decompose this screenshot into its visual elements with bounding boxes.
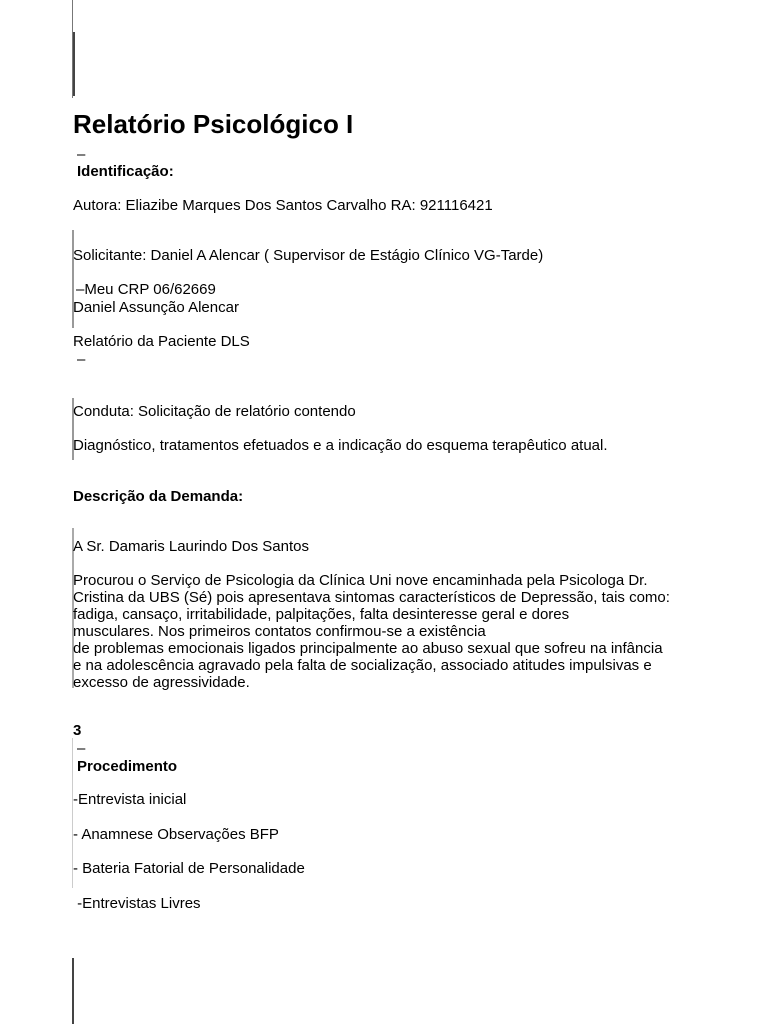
paragraph-line: e na adolescência agravado pela falta de socialização, associado atitudes impulsivas e xyxy=(73,657,652,674)
identificacao-heading: Identificação: xyxy=(77,163,174,180)
margin-bar xyxy=(73,32,75,96)
diagnostico-line: Diagnóstico, tratamentos efetuados e a indicação do esquema terapêutico atual. xyxy=(73,437,608,454)
section-number: 3 xyxy=(73,722,82,739)
paragraph-line: de problemas emocionais ligados principalmente ao abuso sexual que sofreu na infância xyxy=(73,640,663,657)
descricao-paragraph xyxy=(73,572,753,691)
supervisor-name: Daniel Assunção Alencar xyxy=(73,299,239,316)
autora-line: Autora: Eliazibe Marques Dos Santos Carvalho RA: 921116421 xyxy=(73,197,493,214)
procedimento-item: - Bateria Fatorial de Personalidade xyxy=(73,860,305,877)
paciente-nome: A Sr. Damaris Laurindo Dos Santos xyxy=(73,538,309,555)
margin-bar xyxy=(72,958,74,1024)
page-title: Relatório Psicológico I xyxy=(73,109,354,139)
procedimento-heading: Procedimento xyxy=(77,758,178,775)
paragraph-line: Cristina da UBS (Sé) pois apresentava sintomas característicos de Depressão, tais como: xyxy=(73,589,670,606)
procedimento-item: -Entrevistas Livres xyxy=(73,895,201,912)
procedimento-item: -Entrevista inicial xyxy=(73,791,187,808)
relatorio-paciente: Relatório da Paciente DLS xyxy=(73,333,250,350)
paragraph-line: musculares. Nos primeiros contatos confirmou-se a existência xyxy=(73,623,486,640)
conduta-line: Conduta: Solicitação de relatório contendo xyxy=(73,403,356,420)
procedimento-item: - Anamnese Observações BFP xyxy=(73,826,279,843)
descricao-heading: Descrição da Demanda: xyxy=(73,488,244,505)
paragraph-line: fadiga, cansaço, irritabilidade, palpitações, falta desinteresse geral e dores xyxy=(73,606,570,623)
crp-line: –Meu CRP 06/62669 xyxy=(76,281,216,298)
solicitante-line: Solicitante: Daniel A Alencar ( Supervisor de Estágio Clínico VG-Tarde) xyxy=(73,247,544,264)
dash: – xyxy=(77,351,86,368)
dash: – xyxy=(77,146,86,163)
paragraph-line: excesso de agressividade. xyxy=(73,674,250,691)
dash: – xyxy=(77,740,86,757)
paragraph-line: Procurou o Serviço de Psicologia da Clínica Uni nove encaminhada pela Psicologa Dr. xyxy=(73,572,648,589)
